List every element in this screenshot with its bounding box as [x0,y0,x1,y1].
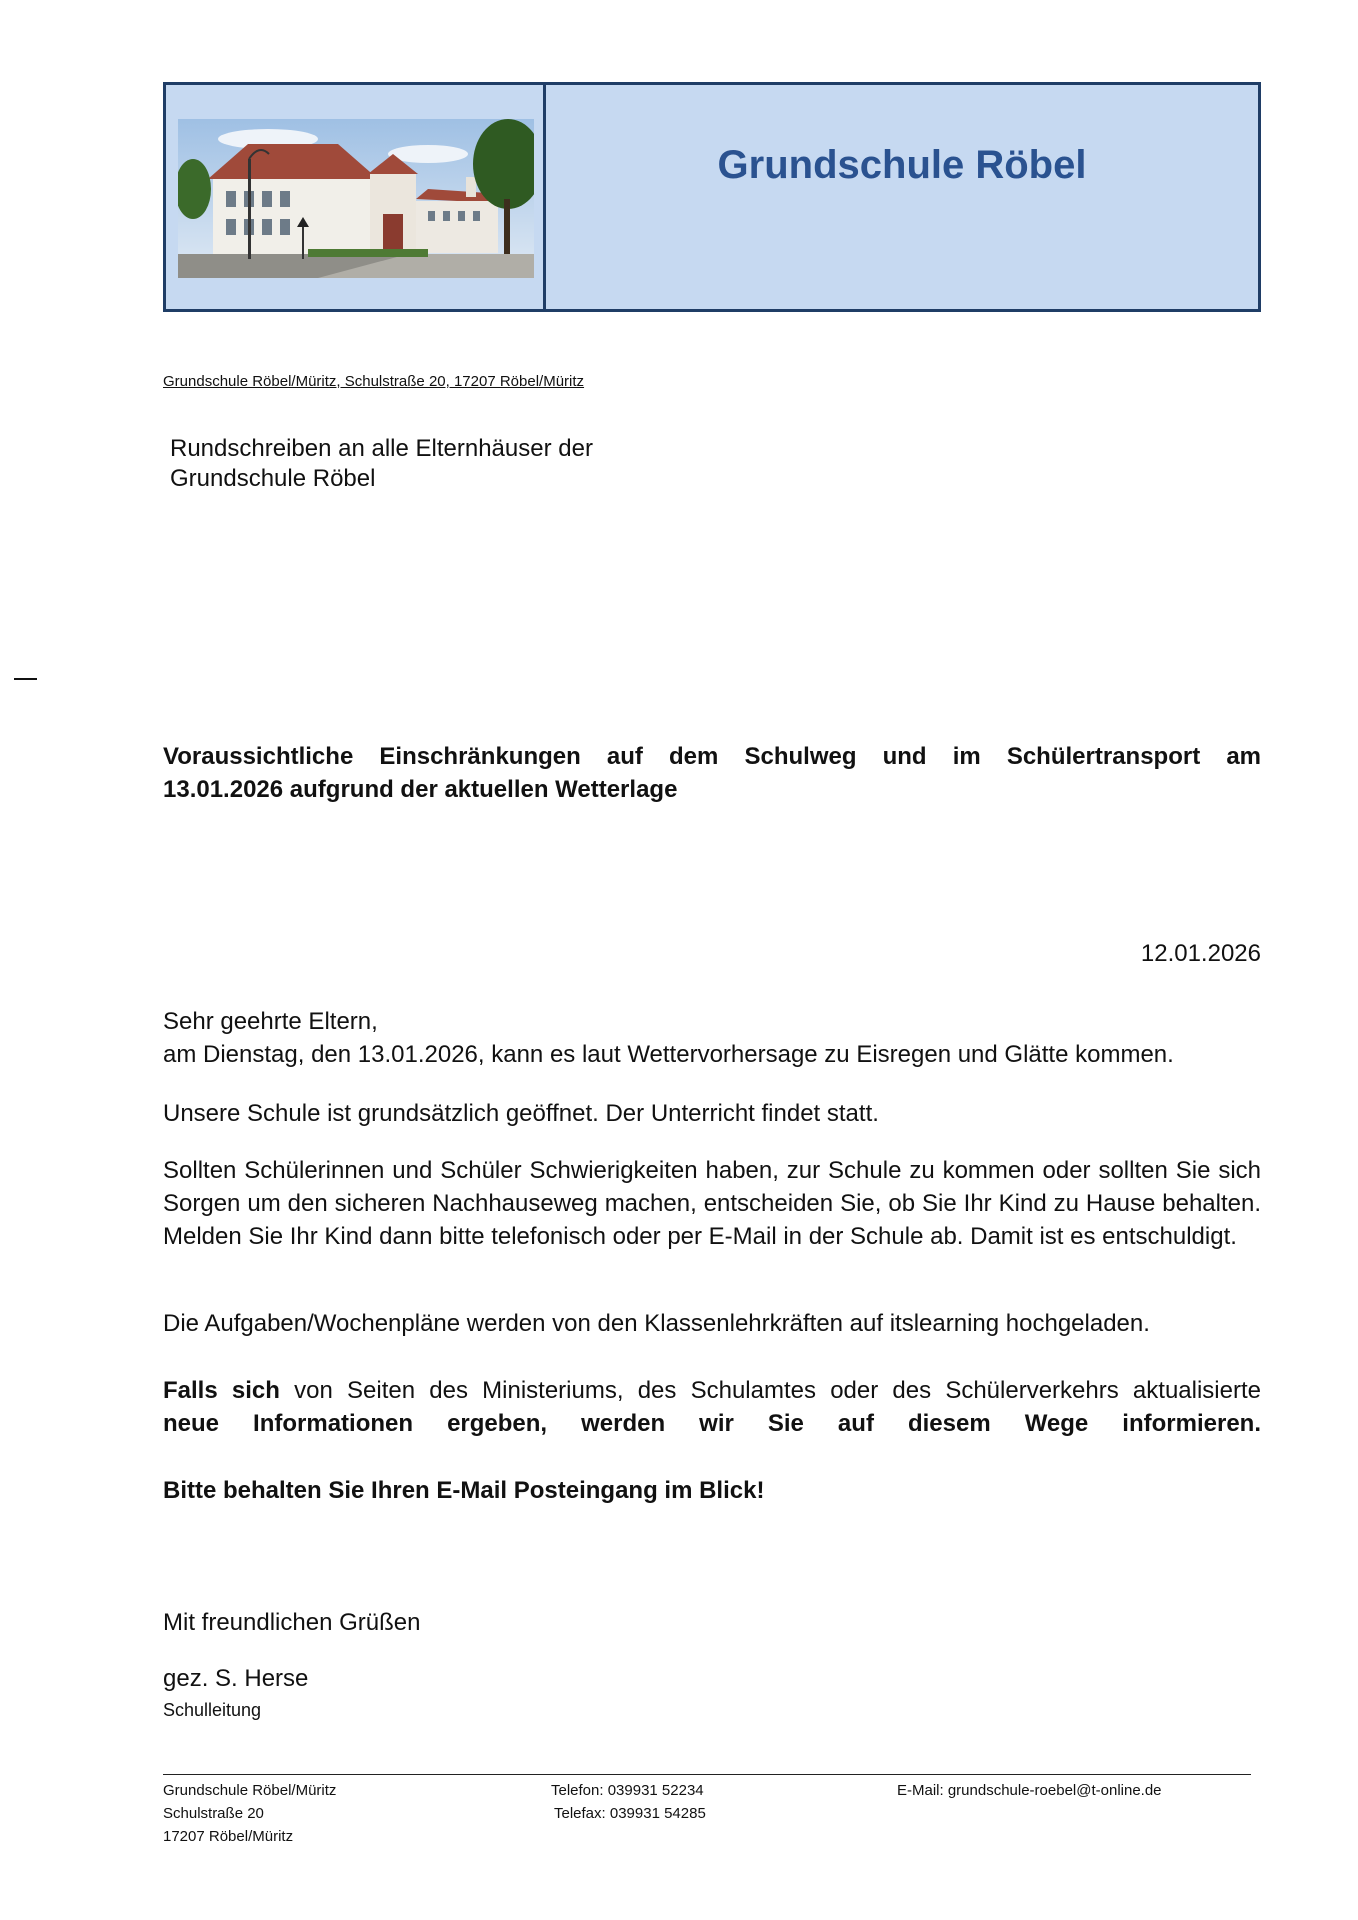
footer-address-line-2: Schulstraße 20 [163,1805,264,1822]
signature-name: gez. S. Herse [163,1665,309,1692]
school-name-title: Grundschule Röbel [717,143,1087,187]
recipient-block [170,434,593,494]
intro-paragraph: am Dienstag, den 13.01.2026, kann es laut Wettervorhersage zu Eisregen und Glätte kommen. [163,1041,1174,1068]
subject-line-1: Voraussichtliche Einschränkungen auf dem Schulweg und im Schülertransport am [163,743,1261,770]
paragraph-updates [163,1374,1261,1440]
closing-greeting: Mit freundlichen Grüßen [163,1609,421,1636]
footer-address-line-1: Grundschule Röbel/Müritz [163,1782,337,1799]
footer-address-line-3: 17207 Röbel/Müritz [163,1828,294,1845]
footer-phone: Telefon: 039931 52234 [551,1782,704,1799]
updates-bold-start: Falls sich [163,1377,280,1404]
letterhead-title-cell [546,85,1258,309]
paragraph-difficulties: Sollten Schülerinnen und Schüler Schwierigkeiten haben, zur Schule zu kommen oder sollten Sie sich Sorgen um den sicheren Nachhauseweg machen, entscheiden Sie, ob Sie Ihr Kind zu Hause behalten. Melden Sie Ihr Kind dann bitte telefonisch oder per E-Mail in der Schule ab. Damit ist es entschuldigt. [163,1157,1261,1250]
signature-role: Schulleitung [163,1700,262,1720]
salutation-block [163,1005,1261,1071]
footer-address [163,1779,336,1848]
footer-fax: Telefax: 039931 54285 [554,1805,706,1822]
subject-line-2: 13.01.2026 aufgrund der aktuellen Wetterlage [163,776,678,803]
school-building-photo [178,119,534,278]
letter-subject [163,740,1261,806]
fold-mark [14,678,37,680]
updates-line-2: neue Informationen ergeben, werden wir Sie auf diesem Wege informieren. [163,1410,1261,1437]
recipient-line-2: Grundschule Röbel [170,465,376,492]
footer-divider [163,1774,1251,1775]
paragraph-email-reminder: Bitte behalten Sie Ihren E-Mail Posteingang im Blick! [163,1477,765,1504]
sender-address-line: Grundschule Röbel/Müritz, Schulstraße 20, 17207 Röbel/Müritz [163,373,585,390]
paragraph-school-open: Unsere Schule ist grundsätzlich geöffnet. Der Unterricht findet statt. [163,1100,879,1127]
updates-normal-text: von Seiten des Ministeriums, des Schulamtes oder des Schülerverkehrs aktualisierte [279,1377,1261,1404]
salutation: Sehr geehrte Eltern, [163,1008,378,1035]
paragraph-assignments: Die Aufgaben/Wochenpläne werden von den Klassenlehrkräften auf itslearning hochgeladen. [163,1310,1150,1337]
footer-contact [551,1779,706,1825]
footer-email-block [897,1779,1162,1802]
recipient-line-1: Rundschreiben an alle Elternhäuser der [170,435,593,462]
letterhead [163,82,1261,312]
updates-line-1 [163,1374,1261,1407]
letter-date: 12.01.2026 [1140,940,1261,967]
footer-email: E-Mail: grundschule-roebel@t-online.de [897,1782,1162,1799]
letterhead-photo-cell [166,85,546,309]
